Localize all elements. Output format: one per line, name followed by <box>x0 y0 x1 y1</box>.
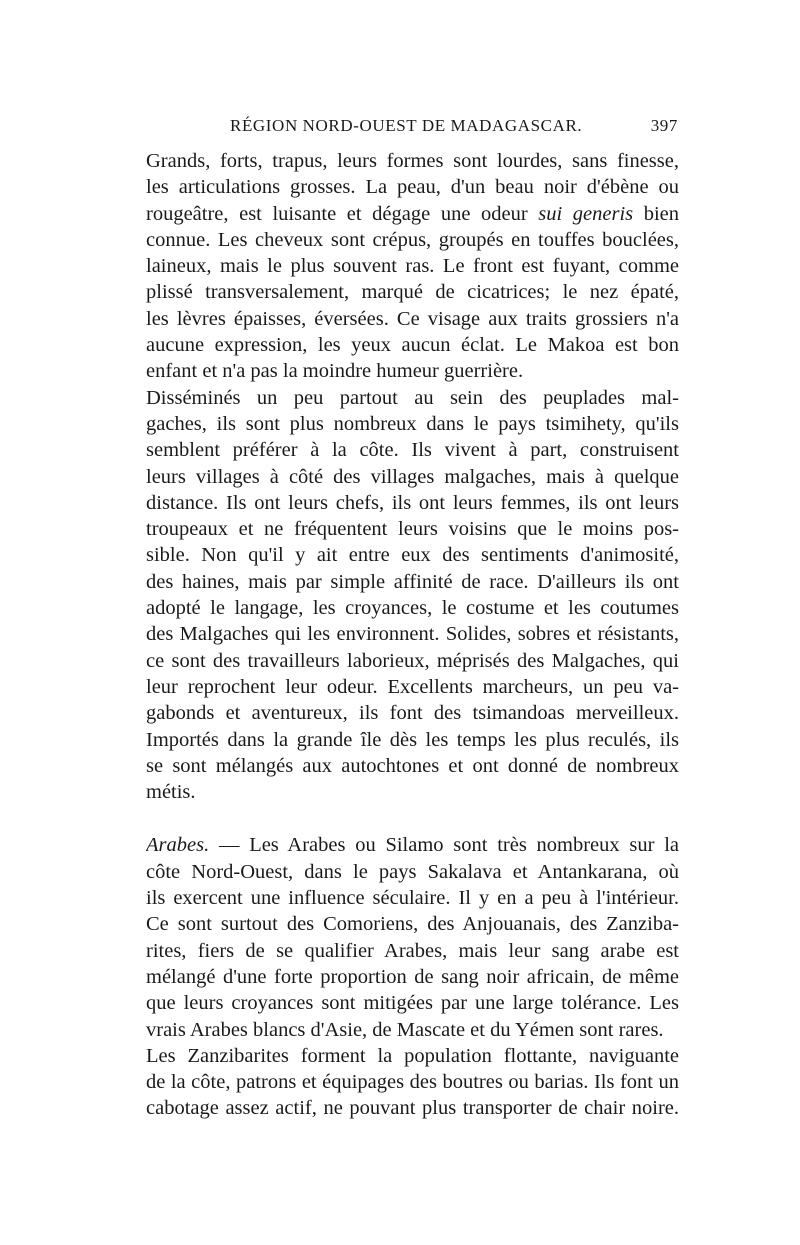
body-text <box>146 148 679 1122</box>
running-title: RÉGION NORD-OUEST DE MADAGASCAR. <box>230 116 583 135</box>
running-head <box>146 116 680 142</box>
text-line: les articulations grosses. La peau, d'un beau noir d'ébène ou <box>146 176 679 199</box>
text-line: des Malgaches qui les environnent. Solides, sobres et résistants, <box>146 623 679 646</box>
text-line: ce sont des travailleurs laborieux, méprisés des Malgaches, qui <box>146 649 679 672</box>
text-line: Importés dans la grande île dès les temps les plus reculés, ils <box>146 728 679 751</box>
text-line: ils exercent une influence séculaire. Il y en a peu à l'intérieur. <box>146 887 679 910</box>
section-lead: Arabes. <box>146 834 210 857</box>
text-line: côte Nord-Ouest, dans le pays Sakalava et Antankarana, où <box>146 860 679 883</box>
text-line: métis. <box>146 781 196 804</box>
text-line: aucune expression, les yeux aucun éclat. Le Makoa est bon <box>146 334 679 357</box>
text-line: Grands, forts, trapus, leurs formes sont lourdes, sans finesse, <box>146 150 679 172</box>
text-line: de la côte, patrons et équipages des boutres ou barias. Ils font un <box>146 1071 679 1094</box>
text-line: Disséminés un peu partout au sein des peuplades mal- <box>146 386 679 409</box>
text-line: vrais Arabes blancs d'Asie, de Mascate et du Yémen sont rares. <box>146 1018 664 1041</box>
italic-phrase: sui generis <box>538 202 634 225</box>
text-line: se sont mélangés aux autochtones et ont donné de nombreux <box>146 754 679 777</box>
text-line: leurs villages à côté des villages malgaches, mais à quelque <box>146 465 679 488</box>
section-gap <box>146 805 679 832</box>
text-line: leur reprochent leur odeur. Excellents marcheurs, un peu va- <box>146 675 679 698</box>
text-line: distance. Ils ont leurs chefs, ils ont leurs femmes, ils ont leurs <box>146 491 679 514</box>
text-line: Arabes. — Les Arabes ou Silamo sont très nombreux sur la <box>146 834 679 857</box>
text-line: rougeâtre, est luisante et dégage une odeur sui generis bien <box>146 202 679 225</box>
text-line: mélangé d'une forte proportion de sang noir africain, de même <box>146 965 679 988</box>
text-line: connue. Les cheveux sont crépus, groupés en touffes bouclées, <box>146 228 679 251</box>
text-line: Les Zanzibarites forment la population flottante, naviguante <box>146 1044 679 1067</box>
text-line: plissé transversalement, marqué de cicatrices; le nez épaté, <box>146 281 679 304</box>
text-line: Ce sont surtout des Comoriens, des Anjouanais, des Zanziba- <box>146 913 679 936</box>
page-number: 397 <box>650 116 678 135</box>
text-line: gaches, ils sont plus nombreux dans le pays tsimihety, qu'ils <box>146 412 679 435</box>
text-line: enfant et n'a pas la moindre humeur guerrière. <box>146 360 524 383</box>
text-line: gabonds et aventureux, ils font des tsimandoas merveilleux. <box>146 702 679 725</box>
text-line: semblent préférer à la côte. Ils vivent à part, construisent <box>146 439 679 462</box>
text-line: sible. Non qu'il y ait entre eux des sentiments d'animosité, <box>146 544 679 567</box>
text-line: rites, fiers de se qualifier Arabes, mais leur sang arabe est <box>146 939 679 962</box>
text-line: les lèvres épaisses, éversées. Ce visage aux traits grossiers n'a <box>146 307 679 330</box>
text-line: troupeaux et ne fréquentent leurs voisins que le moins pos- <box>146 518 679 541</box>
text-line: que leurs croyances sont mitigées par une large tolérance. Les <box>146 992 679 1015</box>
text-line: laineux, mais le plus souvent ras. Le front est fuyant, comme <box>146 255 679 278</box>
text-line: des haines, mais par simple affinité de race. D'ailleurs ils ont <box>146 570 679 593</box>
text-line: cabotage assez actif, ne pouvant plus transporter de chair noire. <box>146 1097 679 1120</box>
text-line: adopté le langage, les croyances, le costume et les coutumes <box>146 597 679 620</box>
